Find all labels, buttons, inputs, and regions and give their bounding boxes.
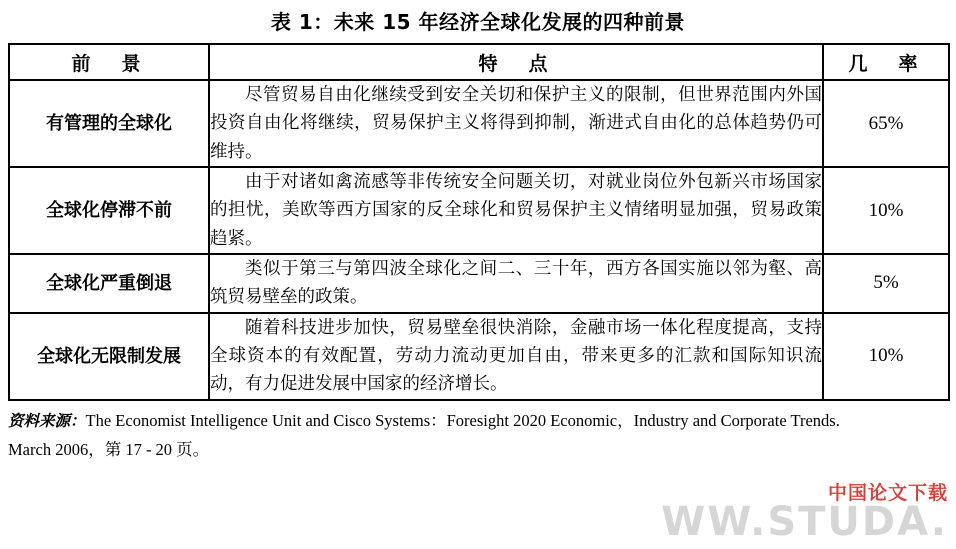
watermark-bottom-text: WW.STUDA. — [661, 499, 948, 545]
cell-scenario: 全球化严重倒退 — [9, 254, 209, 313]
cell-feature: 随着科技进步加快，贸易壁垒很快消除，金融市场一体化程度提高，支持全球资本的有效配置，劳动力流动更加自由，带来更多的汇款和国际知识流动，有力促进发展中国家的经济增长。 — [209, 313, 823, 400]
column-header-probability: 几 率 — [823, 44, 949, 80]
source-citation-line2: March 2006，第 17 - 20 页。 — [8, 440, 210, 460]
cell-probability: 5% — [823, 254, 949, 313]
scenarios-table — [8, 43, 950, 401]
page-title: 表 1：未来 15 年经济全球化发展的四种前景 — [270, 10, 686, 34]
table-row — [9, 80, 949, 167]
cell-feature: 类似于第三与第四波全球化之间二、三十年，西方各国实施以邻为壑、高筑贸易壁垒的政策。 — [209, 254, 823, 313]
cell-probability: 65% — [823, 80, 949, 167]
table-row — [9, 167, 949, 254]
cell-scenario: 全球化无限制发展 — [9, 313, 209, 400]
cell-feature: 由于对诸如禽流感等非传统安全问题关切，对就业岗位外包新兴市场国家的担忧，美欧等西方国家的反全球化和贸易保护主义情绪明显加强，贸易政策趋紧。 — [209, 167, 823, 254]
table-header — [9, 44, 949, 80]
table-header-row — [9, 44, 949, 80]
column-header-feature: 特 点 — [209, 44, 823, 80]
table-row — [9, 254, 949, 313]
cell-probability: 10% — [823, 167, 949, 254]
watermark — [661, 478, 948, 545]
column-header-scenario: 前 景 — [9, 44, 209, 80]
table-body — [9, 80, 949, 400]
cell-scenario: 有管理的全球化 — [9, 80, 209, 167]
watermark-top-text: 中国论文下载 — [827, 482, 948, 504]
table-row — [9, 313, 949, 400]
cell-scenario: 全球化停滞不前 — [9, 167, 209, 254]
source-citation-line1: The Economist Intelligence Unit and Cisco Systems：Foresight 2020 Economic，Industry and Corporate Trends. — [85, 410, 840, 430]
cell-probability: 10% — [823, 313, 949, 400]
cell-feature: 尽管贸易自由化继续受到安全关切和保护主义的限制，但世界范围内外国投资自由化将继续，贸易保护主义将得到抑制，渐进式自由化的总体趋势仍可维持。 — [209, 80, 823, 167]
source-note — [8, 407, 948, 435]
source-label: 资料来源： — [8, 411, 86, 430]
